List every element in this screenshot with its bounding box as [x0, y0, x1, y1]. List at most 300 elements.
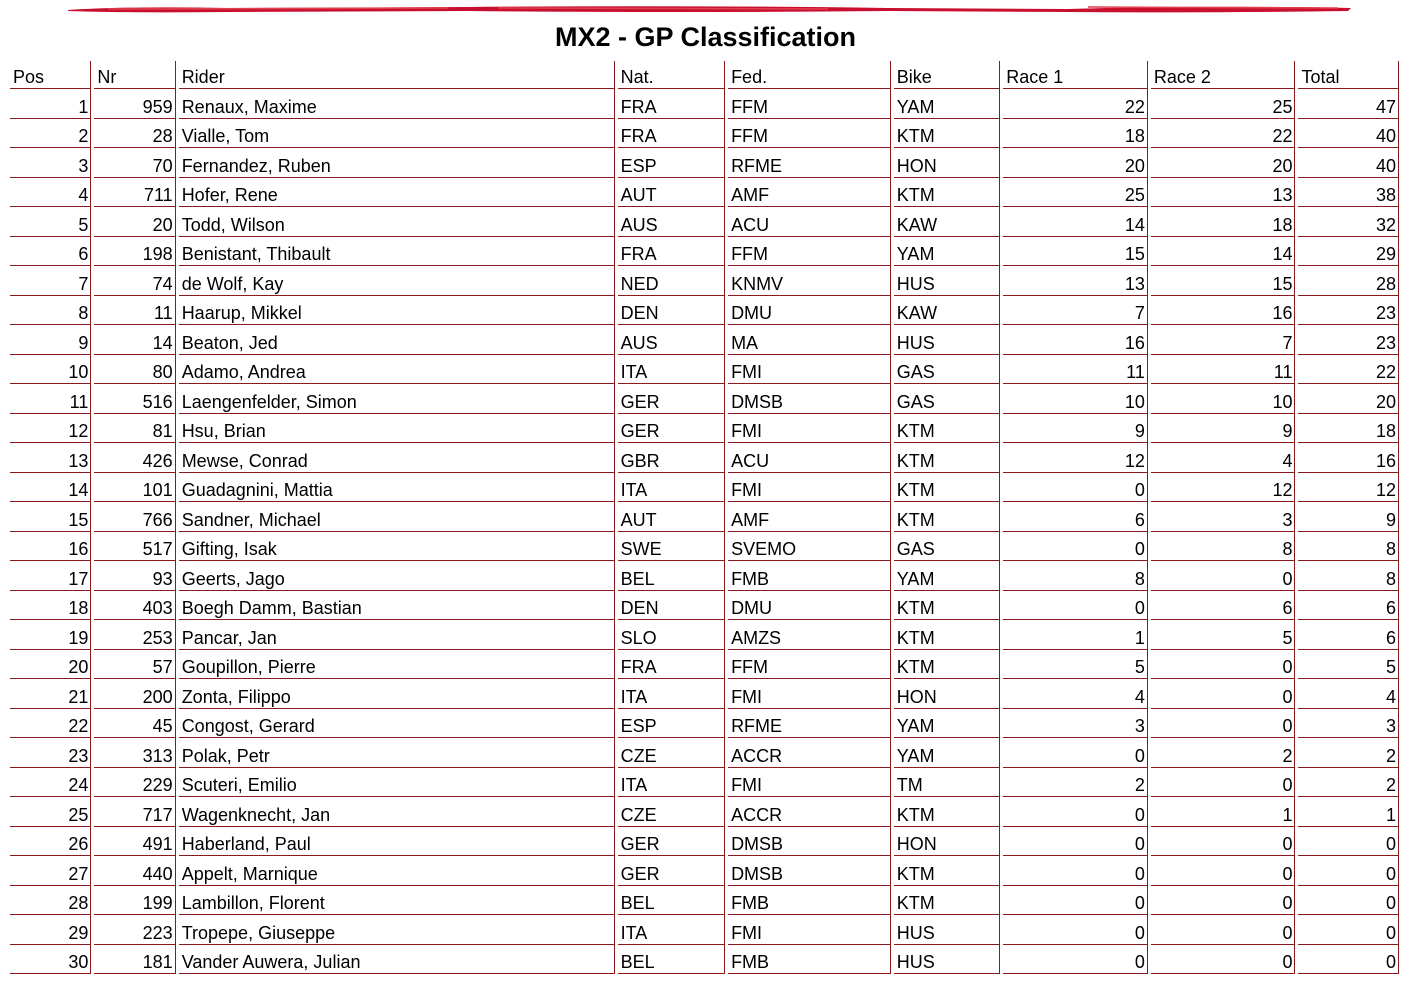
cell-nat: CZE: [618, 738, 725, 768]
cell-nat: SWE: [618, 532, 725, 562]
cell-fed: FMI: [728, 915, 891, 945]
cell-race2: 0: [1151, 768, 1296, 798]
cell-race1: 0: [1003, 827, 1148, 857]
cell-bike: GAS: [894, 355, 1000, 385]
cell-rider: Laengenfelder, Simon: [179, 384, 615, 414]
cell-fed: FMB: [728, 561, 891, 591]
table-row: [10, 266, 1399, 296]
cell-pos: 24: [10, 768, 91, 798]
cell-nat: CZE: [618, 797, 725, 827]
cell-rider: Lambillon, Florent: [179, 886, 615, 916]
cell-nat: FRA: [618, 237, 725, 267]
cell-bike: HON: [894, 679, 1000, 709]
cell-rider: Fernandez, Ruben: [179, 148, 615, 178]
cell-bike: TM: [894, 768, 1000, 798]
cell-nat: AUS: [618, 207, 725, 237]
cell-pos: 9: [10, 325, 91, 355]
cell-race2: 16: [1151, 296, 1296, 326]
cell-total: 22: [1298, 355, 1399, 385]
table-row: [10, 148, 1399, 178]
cell-race2: 1: [1151, 797, 1296, 827]
cell-nr: 959: [94, 89, 175, 119]
cell-pos: 22: [10, 709, 91, 739]
cell-nat: GER: [618, 856, 725, 886]
cell-total: 47: [1298, 89, 1399, 119]
cell-fed: ACCR: [728, 738, 891, 768]
cell-race1: 0: [1003, 886, 1148, 916]
cell-rider: Hofer, Rene: [179, 178, 615, 208]
cell-rider: Haarup, Mikkel: [179, 296, 615, 326]
cell-race1: 0: [1003, 915, 1148, 945]
cell-bike: HON: [894, 148, 1000, 178]
cell-nr: 11: [94, 296, 175, 326]
cell-bike: HUS: [894, 915, 1000, 945]
cell-race2: 12: [1151, 473, 1296, 503]
cell-nr: 200: [94, 679, 175, 709]
cell-fed: RFME: [728, 148, 891, 178]
cell-nr: 181: [94, 945, 175, 975]
column-header-fed: Fed.: [728, 61, 891, 89]
cell-race1: 2: [1003, 768, 1148, 798]
cell-rider: Todd, Wilson: [179, 207, 615, 237]
cell-rider: Adamo, Andrea: [179, 355, 615, 385]
table-row: [10, 797, 1399, 827]
cell-nr: 74: [94, 266, 175, 296]
cell-nr: 711: [94, 178, 175, 208]
cell-race2: 0: [1151, 886, 1296, 916]
cell-fed: DMU: [728, 591, 891, 621]
cell-rider: Tropepe, Giuseppe: [179, 915, 615, 945]
cell-pos: 29: [10, 915, 91, 945]
cell-race2: 0: [1151, 945, 1296, 975]
cell-total: 16: [1298, 443, 1399, 473]
cell-bike: HUS: [894, 266, 1000, 296]
cell-race2: 22: [1151, 119, 1296, 149]
cell-pos: 8: [10, 296, 91, 326]
cell-nat: AUT: [618, 502, 725, 532]
cell-nr: 313: [94, 738, 175, 768]
cell-race2: 3: [1151, 502, 1296, 532]
cell-total: 40: [1298, 119, 1399, 149]
cell-nat: BEL: [618, 945, 725, 975]
cell-fed: FMB: [728, 886, 891, 916]
cell-total: 29: [1298, 237, 1399, 267]
cell-fed: AMZS: [728, 620, 891, 650]
cell-fed: ACU: [728, 207, 891, 237]
cell-nr: 70: [94, 148, 175, 178]
cell-pos: 21: [10, 679, 91, 709]
cell-rider: Sandner, Michael: [179, 502, 615, 532]
cell-pos: 1: [10, 89, 91, 119]
cell-pos: 18: [10, 591, 91, 621]
cell-bike: KTM: [894, 443, 1000, 473]
cell-pos: 17: [10, 561, 91, 591]
cell-pos: 6: [10, 237, 91, 267]
cell-rider: Appelt, Marnique: [179, 856, 615, 886]
cell-fed: SVEMO: [728, 532, 891, 562]
cell-fed: FMI: [728, 679, 891, 709]
cell-fed: RFME: [728, 709, 891, 739]
cell-race1: 7: [1003, 296, 1148, 326]
table-row: [10, 561, 1399, 591]
cell-fed: FFM: [728, 650, 891, 680]
cell-fed: FFM: [728, 119, 891, 149]
cell-nat: ITA: [618, 473, 725, 503]
cell-rider: Goupillon, Pierre: [179, 650, 615, 680]
table-row: [10, 355, 1399, 385]
cell-race1: 9: [1003, 414, 1148, 444]
cell-race1: 15: [1003, 237, 1148, 267]
cell-nat: GBR: [618, 443, 725, 473]
cell-bike: YAM: [894, 709, 1000, 739]
cell-rider: Geerts, Jago: [179, 561, 615, 591]
table-row: [10, 89, 1399, 119]
cell-race1: 0: [1003, 591, 1148, 621]
cell-total: 0: [1298, 886, 1399, 916]
cell-bike: KTM: [894, 620, 1000, 650]
table-row: [10, 709, 1399, 739]
cell-nr: 440: [94, 856, 175, 886]
cell-pos: 25: [10, 797, 91, 827]
cell-race2: 8: [1151, 532, 1296, 562]
cell-race1: 11: [1003, 355, 1148, 385]
table-row: [10, 591, 1399, 621]
cell-race2: 0: [1151, 650, 1296, 680]
table-row: [10, 296, 1399, 326]
cell-race2: 0: [1151, 561, 1296, 591]
cell-nr: 57: [94, 650, 175, 680]
cell-race2: 5: [1151, 620, 1296, 650]
cell-nr: 101: [94, 473, 175, 503]
cell-fed: FMI: [728, 414, 891, 444]
cell-fed: KNMV: [728, 266, 891, 296]
cell-total: 18: [1298, 414, 1399, 444]
cell-pos: 28: [10, 886, 91, 916]
cell-pos: 11: [10, 384, 91, 414]
cell-total: 23: [1298, 325, 1399, 355]
table-row: [10, 532, 1399, 562]
cell-race2: 9: [1151, 414, 1296, 444]
cell-nat: AUS: [618, 325, 725, 355]
table-row: [10, 738, 1399, 768]
table-row: [10, 502, 1399, 532]
cell-bike: HON: [894, 827, 1000, 857]
cell-total: 8: [1298, 532, 1399, 562]
cell-total: 3: [1298, 709, 1399, 739]
cell-rider: Congost, Gerard: [179, 709, 615, 739]
cell-pos: 20: [10, 650, 91, 680]
table-row: [10, 207, 1399, 237]
cell-total: 32: [1298, 207, 1399, 237]
cell-nat: DEN: [618, 296, 725, 326]
cell-nat: AUT: [618, 178, 725, 208]
cell-nr: 93: [94, 561, 175, 591]
cell-nr: 223: [94, 915, 175, 945]
table-row: [10, 886, 1399, 916]
cell-bike: KTM: [894, 178, 1000, 208]
cell-race1: 14: [1003, 207, 1148, 237]
cell-fed: FMB: [728, 945, 891, 975]
cell-rider: Benistant, Thibault: [179, 237, 615, 267]
cell-fed: MA: [728, 325, 891, 355]
cell-nat: ESP: [618, 148, 725, 178]
cell-bike: KTM: [894, 650, 1000, 680]
cell-nat: BEL: [618, 886, 725, 916]
cell-nr: 717: [94, 797, 175, 827]
table-row: [10, 768, 1399, 798]
cell-pos: 7: [10, 266, 91, 296]
cell-nr: 20: [94, 207, 175, 237]
table-row: [10, 650, 1399, 680]
cell-pos: 15: [10, 502, 91, 532]
cell-race1: 0: [1003, 945, 1148, 975]
cell-bike: YAM: [894, 561, 1000, 591]
cell-total: 23: [1298, 296, 1399, 326]
cell-pos: 2: [10, 119, 91, 149]
cell-race1: 0: [1003, 473, 1148, 503]
cell-nat: FRA: [618, 119, 725, 149]
column-header-race2: Race 2: [1151, 61, 1296, 89]
cell-pos: 23: [10, 738, 91, 768]
cell-bike: YAM: [894, 237, 1000, 267]
cell-pos: 14: [10, 473, 91, 503]
cell-nr: 426: [94, 443, 175, 473]
red-brush-stroke-decoration: [68, 2, 1351, 14]
cell-fed: DMSB: [728, 827, 891, 857]
cell-pos: 3: [10, 148, 91, 178]
cell-total: 9: [1298, 502, 1399, 532]
cell-rider: Beaton, Jed: [179, 325, 615, 355]
cell-total: 8: [1298, 561, 1399, 591]
cell-rider: Renaux, Maxime: [179, 89, 615, 119]
table-row: [10, 443, 1399, 473]
cell-bike: KTM: [894, 502, 1000, 532]
cell-race2: 20: [1151, 148, 1296, 178]
cell-race1: 25: [1003, 178, 1148, 208]
table-row: [10, 325, 1399, 355]
cell-total: 5: [1298, 650, 1399, 680]
table-row: [10, 620, 1399, 650]
cell-race2: 0: [1151, 915, 1296, 945]
cell-nat: ITA: [618, 915, 725, 945]
column-header-race1: Race 1: [1003, 61, 1148, 89]
cell-pos: 16: [10, 532, 91, 562]
cell-nr: 516: [94, 384, 175, 414]
cell-nat: ITA: [618, 768, 725, 798]
table-row: [10, 384, 1399, 414]
cell-rider: Zonta, Filippo: [179, 679, 615, 709]
cell-bike: YAM: [894, 89, 1000, 119]
cell-rider: Polak, Petr: [179, 738, 615, 768]
cell-race1: 0: [1003, 797, 1148, 827]
cell-nr: 253: [94, 620, 175, 650]
cell-race1: 0: [1003, 856, 1148, 886]
cell-nat: ESP: [618, 709, 725, 739]
cell-bike: KTM: [894, 119, 1000, 149]
table-row: [10, 178, 1399, 208]
column-header-rider: Rider: [179, 61, 615, 89]
cell-total: 6: [1298, 620, 1399, 650]
cell-total: 6: [1298, 591, 1399, 621]
cell-nr: 80: [94, 355, 175, 385]
cell-race2: 4: [1151, 443, 1296, 473]
cell-rider: Mewse, Conrad: [179, 443, 615, 473]
cell-fed: AMF: [728, 502, 891, 532]
cell-total: 2: [1298, 768, 1399, 798]
table-row: [10, 237, 1399, 267]
cell-pos: 26: [10, 827, 91, 857]
cell-pos: 5: [10, 207, 91, 237]
cell-race2: 0: [1151, 827, 1296, 857]
cell-total: 0: [1298, 915, 1399, 945]
cell-bike: HUS: [894, 945, 1000, 975]
cell-race2: 15: [1151, 266, 1296, 296]
cell-nr: 766: [94, 502, 175, 532]
results-body: [10, 89, 1399, 974]
cell-nr: 229: [94, 768, 175, 798]
cell-pos: 19: [10, 620, 91, 650]
cell-nat: FRA: [618, 89, 725, 119]
column-header-total: Total: [1298, 61, 1399, 89]
column-header-nr: Nr: [94, 61, 175, 89]
cell-total: 12: [1298, 473, 1399, 503]
table-row: [10, 119, 1399, 149]
cell-rider: Pancar, Jan: [179, 620, 615, 650]
cell-fed: FMI: [728, 473, 891, 503]
cell-race2: 18: [1151, 207, 1296, 237]
cell-nat: NED: [618, 266, 725, 296]
cell-pos: 12: [10, 414, 91, 444]
cell-race2: 0: [1151, 856, 1296, 886]
cell-race1: 12: [1003, 443, 1148, 473]
cell-rider: Scuteri, Emilio: [179, 768, 615, 798]
cell-nr: 14: [94, 325, 175, 355]
cell-nat: GER: [618, 827, 725, 857]
cell-race1: 8: [1003, 561, 1148, 591]
cell-total: 0: [1298, 856, 1399, 886]
cell-race2: 13: [1151, 178, 1296, 208]
cell-race2: 0: [1151, 709, 1296, 739]
cell-fed: DMSB: [728, 856, 891, 886]
cell-race2: 25: [1151, 89, 1296, 119]
cell-race1: 16: [1003, 325, 1148, 355]
cell-race2: 10: [1151, 384, 1296, 414]
cell-fed: DMU: [728, 296, 891, 326]
cell-rider: Vialle, Tom: [179, 119, 615, 149]
cell-nr: 517: [94, 532, 175, 562]
cell-race2: 11: [1151, 355, 1296, 385]
cell-race2: 14: [1151, 237, 1296, 267]
table-row: [10, 856, 1399, 886]
cell-nat: BEL: [618, 561, 725, 591]
cell-pos: 30: [10, 945, 91, 975]
page-title: MX2 - GP Classification: [554, 22, 857, 52]
cell-race1: 1: [1003, 620, 1148, 650]
cell-bike: KTM: [894, 591, 1000, 621]
cell-nr: 45: [94, 709, 175, 739]
cell-bike: KTM: [894, 886, 1000, 916]
cell-bike: KTM: [894, 473, 1000, 503]
cell-total: 20: [1298, 384, 1399, 414]
cell-race1: 0: [1003, 532, 1148, 562]
cell-total: 4: [1298, 679, 1399, 709]
cell-bike: YAM: [894, 738, 1000, 768]
cell-nat: DEN: [618, 591, 725, 621]
cell-bike: KAW: [894, 296, 1000, 326]
cell-rider: Vander Auwera, Julian: [179, 945, 615, 975]
cell-nat: FRA: [618, 650, 725, 680]
table-row: [10, 915, 1399, 945]
cell-race1: 6: [1003, 502, 1148, 532]
table-row: [10, 827, 1399, 857]
cell-bike: HUS: [894, 325, 1000, 355]
cell-total: 38: [1298, 178, 1399, 208]
cell-race1: 20: [1003, 148, 1148, 178]
cell-race1: 13: [1003, 266, 1148, 296]
cell-race1: 0: [1003, 738, 1148, 768]
table-row: [10, 414, 1399, 444]
table-row: [10, 945, 1399, 975]
cell-fed: AMF: [728, 178, 891, 208]
cell-bike: GAS: [894, 384, 1000, 414]
table-row: [10, 679, 1399, 709]
cell-total: 40: [1298, 148, 1399, 178]
cell-bike: KAW: [894, 207, 1000, 237]
cell-nr: 81: [94, 414, 175, 444]
cell-race1: 18: [1003, 119, 1148, 149]
cell-total: 0: [1298, 945, 1399, 975]
cell-pos: 4: [10, 178, 91, 208]
cell-fed: ACU: [728, 443, 891, 473]
cell-nr: 28: [94, 119, 175, 149]
column-header-nat: Nat.: [618, 61, 725, 89]
cell-race2: 0: [1151, 679, 1296, 709]
cell-pos: 13: [10, 443, 91, 473]
cell-fed: ACCR: [728, 797, 891, 827]
cell-nat: ITA: [618, 679, 725, 709]
cell-total: 28: [1298, 266, 1399, 296]
cell-race1: 22: [1003, 89, 1148, 119]
cell-rider: Hsu, Brian: [179, 414, 615, 444]
cell-fed: FFM: [728, 237, 891, 267]
cell-pos: 10: [10, 355, 91, 385]
table-header-row: [10, 61, 1399, 89]
cell-race1: 5: [1003, 650, 1148, 680]
cell-fed: DMSB: [728, 384, 891, 414]
cell-total: 0: [1298, 827, 1399, 857]
cell-pos: 27: [10, 856, 91, 886]
cell-nr: 198: [94, 237, 175, 267]
cell-rider: Wagenknecht, Jan: [179, 797, 615, 827]
cell-nr: 403: [94, 591, 175, 621]
cell-fed: FMI: [728, 355, 891, 385]
cell-nat: GER: [618, 384, 725, 414]
column-header-pos: Pos: [10, 61, 91, 89]
cell-bike: KTM: [894, 797, 1000, 827]
cell-race2: 6: [1151, 591, 1296, 621]
cell-fed: FMI: [728, 768, 891, 798]
cell-rider: Haberland, Paul: [179, 827, 615, 857]
table-row: [10, 473, 1399, 503]
cell-race2: 7: [1151, 325, 1296, 355]
cell-total: 2: [1298, 738, 1399, 768]
cell-race2: 2: [1151, 738, 1296, 768]
cell-bike: GAS: [894, 532, 1000, 562]
cell-bike: KTM: [894, 414, 1000, 444]
cell-race1: 3: [1003, 709, 1148, 739]
column-header-bike: Bike: [894, 61, 1000, 89]
cell-nat: GER: [618, 414, 725, 444]
